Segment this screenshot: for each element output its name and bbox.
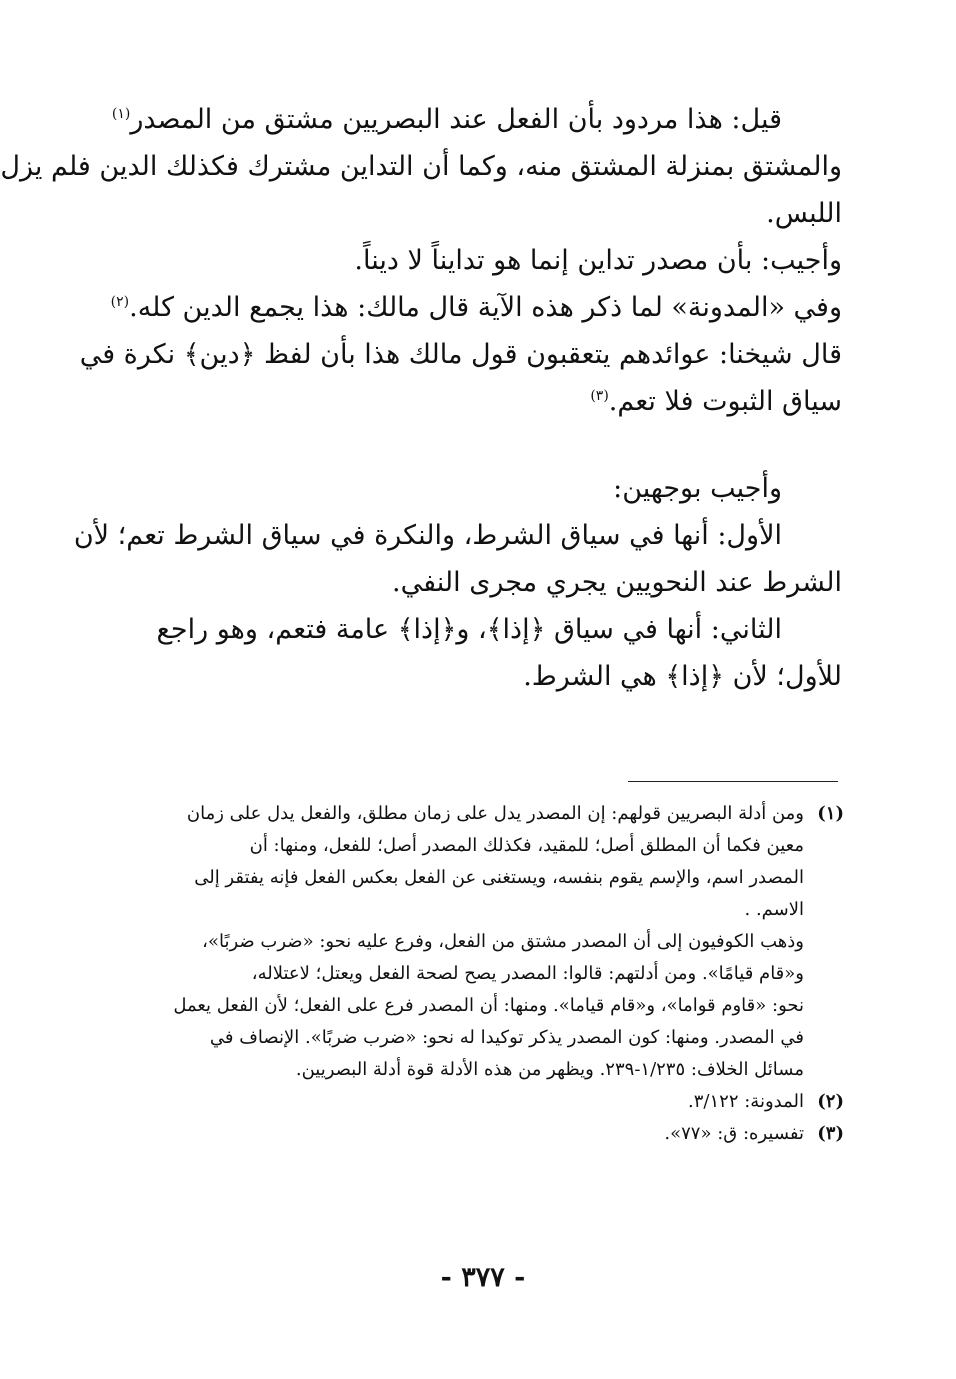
- footnote-line: [118, 926, 844, 958]
- text-line-content: الشرط عند النحويين يجري مجرى النفي.: [391, 567, 842, 598]
- footnote-line: [118, 894, 844, 926]
- text-line-content: والمشتق بمنزلة المشتق منه، وكما أن التداين مشترك فكذلك الدين فلم يزل: [0, 151, 842, 182]
- footnote-line: [118, 798, 844, 830]
- footnote-text: ومن أدلة البصريين قولهم: إن المصدر يدل على زمان مطلق، والفعل يدل على زمان: [186, 803, 804, 824]
- footnote-text: معين فكما أن المطلق أصل؛ للمقيد، فكذلك المصدر أصل؛ للفعل، ومنها: أن: [249, 835, 804, 856]
- text-line: [73, 512, 842, 559]
- footnote-number: (٢): [817, 1091, 844, 1112]
- paragraph-gap: [122, 425, 842, 465]
- page-number: - ٣٧٧ -: [440, 1262, 526, 1293]
- footnote-line: [118, 1022, 844, 1054]
- footnote-text: في المصدر. ومنها: كون المصدر يذكر توكيدا له نحو: «ضرب ضربًا». الإنصاف في: [209, 1027, 804, 1048]
- text-line-content: وفي «المدونة» لما ذكر هذه الآية قال مالك: هذا يجمع الدين كله.: [129, 292, 842, 323]
- footnote-number: (١): [817, 803, 844, 824]
- footnote-text: نحو: «قاوم قواما»، و«قام قياما». ومنها: أن المصدر فرع على الفعل؛ لأن الفعل يعمل: [173, 995, 804, 1016]
- text-line-content: اللبس.: [766, 198, 842, 229]
- footnote-line: [118, 1054, 844, 1086]
- footnote-text: الاسم. .: [744, 899, 804, 920]
- text-line: [122, 237, 842, 284]
- text-line-content: قيل: هذا مردود بأن الفعل عند البصريين مشتق من المصدر: [130, 104, 782, 135]
- text-line: [0, 143, 842, 190]
- footnote-text: مسائل الخلاف: ١/٢٣٥-٢٣٩. ويظهر من هذه الأدلة قوة أدلة البصريين.: [295, 1059, 804, 1080]
- footnote-marker: (١): [111, 106, 131, 122]
- footnote-line: [118, 958, 844, 990]
- text-line-content: للأول؛ لأن ﴿إذا﴾ هي الشرط.: [523, 661, 842, 692]
- footnote-marker: (٣): [590, 388, 609, 404]
- text-line: [111, 96, 842, 143]
- footnote-line: [118, 1118, 844, 1150]
- text-line: [122, 606, 842, 653]
- text-line-content: الثاني: أنها في سياق ﴿إذا﴾، و﴿إذا﴾ عامة فتعم، وهو راجع: [156, 614, 782, 645]
- footnote-text: المصدر اسم، والإسم يقوم بنفسه، ويستغنى عن الفعل بعكس الفعل فإنه يفتقر إلى: [194, 867, 804, 888]
- text-line-content: وأجيب: بأن مصدر تداين إنما هو تدايناً لا ديناً.: [354, 245, 842, 276]
- footnote-text: و«قام قيامًا». ومن أدلتهم: قالوا: المصدر يصح لصحة الفعل ويعتل؛ لاعتلاله،: [251, 963, 804, 984]
- text-line: [122, 559, 842, 606]
- footnote-line: [118, 830, 844, 862]
- text-line-content: الأول: أنها في سياق الشرط، والنكرة في سياق الشرط تعم؛ لأن: [73, 520, 782, 551]
- text-line: [122, 190, 842, 237]
- text-line: [110, 284, 842, 331]
- footnote-marker: (٢): [110, 294, 130, 310]
- footnotes-section: [118, 798, 844, 1150]
- footnote-divider: [628, 781, 838, 782]
- text-line: [122, 378, 842, 425]
- footnote-line: [118, 1086, 844, 1118]
- text-line-content: قال شيخنا: عوائدهم يتعقبون قول مالك هذا بأن لفظ ﴿دين﴾ نكرة في: [79, 339, 842, 370]
- footnote-text: وذهب الكوفيون إلى أن المصدر مشتق من الفعل، وفرع عليه نحو: «ضرب ضربًا»،: [202, 931, 804, 952]
- footnote-text: المدونة: ٣/١٢٢.: [688, 1091, 804, 1112]
- text-line: [79, 331, 842, 378]
- footnote-text: تفسيره: ق: «٧٧».: [664, 1123, 804, 1144]
- text-line: [122, 653, 842, 700]
- text-line-content: وأجيب بوجهين:: [613, 473, 782, 504]
- footnote-number: (٣): [817, 1123, 844, 1144]
- text-line-content: سياق الثبوت فلا تعم.: [608, 386, 842, 417]
- main-text: [0, 96, 842, 700]
- footnote-line: [118, 990, 844, 1022]
- text-line: [122, 465, 842, 512]
- footnote-line: [118, 862, 844, 894]
